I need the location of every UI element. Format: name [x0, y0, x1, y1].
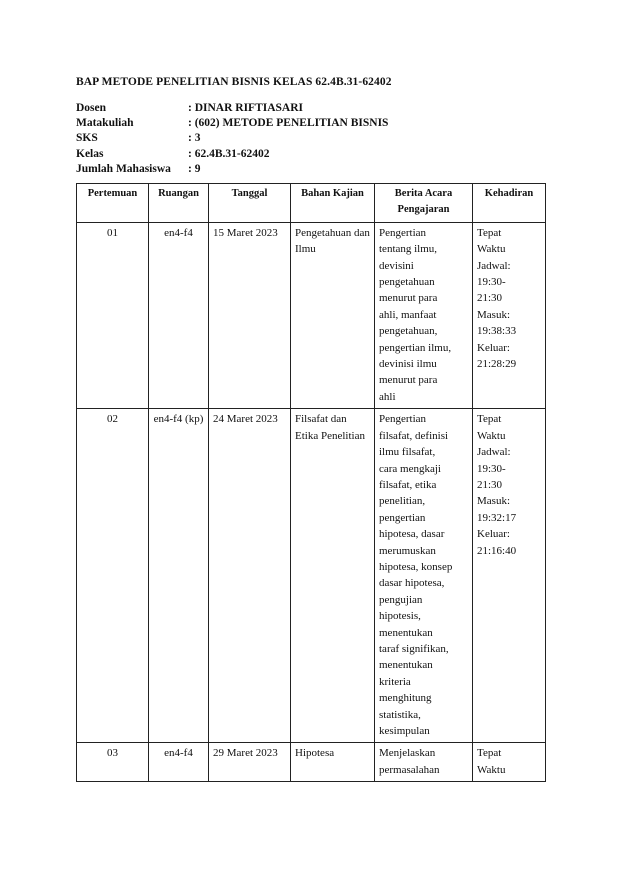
cell-line: filsafat, definisi [379, 429, 449, 442]
info-row-dosen [76, 101, 388, 116]
cell-line: pengujian [379, 593, 423, 606]
cell-line: kriteria [379, 675, 411, 688]
cell-line: pengetahuan, [379, 325, 438, 338]
cell-berita-acara [375, 743, 473, 782]
cell-tanggal: 15 Maret 2023 [209, 222, 291, 408]
cell-bahan-kajian: Pengetahuan dan Ilmu [291, 222, 375, 408]
column-header-bahan-kajian: Bahan Kajian [291, 184, 375, 223]
table-row [77, 222, 546, 408]
cell-line: penelitian, [379, 495, 426, 508]
cell-line: kesimpulan [379, 725, 430, 737]
cell-kehadiran [473, 222, 546, 408]
cell-bahan-kajian: Hipotesa [291, 743, 375, 782]
column-header-kehadiran: Kehadiran [473, 184, 546, 223]
column-header-ruangan: Ruangan [149, 184, 209, 223]
cell-line: Keluar: [477, 528, 510, 541]
table-header-row [77, 184, 546, 223]
cell-line: Menjelaskan [379, 747, 436, 760]
cell-line: 21:30 [477, 478, 503, 491]
document-title: BAP METODE PENELITIAN BISNIS KELAS 62.4B.31-62402 [76, 76, 392, 88]
info-label: Dosen [76, 102, 107, 114]
info-value: : 9 [188, 162, 201, 175]
cell-ruangan: en4-f4 [149, 743, 209, 782]
info-label: Kelas [76, 147, 104, 160]
cell-line: Tepat [477, 413, 502, 426]
cell-line: Pengertian [379, 226, 427, 239]
cell-tanggal: 29 Maret 2023 [209, 743, 291, 782]
info-value: : (602) METODE PENELITIAN BISNIS [188, 117, 389, 130]
cell-line: hipotesa, konsep [379, 560, 453, 573]
cell-line: pengertian [379, 511, 426, 524]
cell-line: menentukan [379, 659, 433, 672]
cell-bahan-kajian: Filsafat dan Etika Penelitian [291, 409, 375, 743]
info-row-kelas [76, 147, 388, 162]
cell-line: tentang ilmu, [379, 243, 438, 256]
cell-line: Tepat [477, 747, 502, 760]
cell-line: devisini [379, 259, 414, 272]
cell-berita-acara [375, 409, 473, 743]
cell-line: Keluar: [477, 341, 510, 354]
cell-line: 19:30- [477, 462, 506, 475]
cell-line: Pengertian [379, 413, 427, 426]
info-row-sks [76, 131, 388, 146]
cell-line: menurut para [379, 374, 438, 387]
cell-line: 19:38:33 [477, 325, 517, 338]
cell-pertemuan: 02 [77, 409, 149, 743]
cell-tanggal: 24 Maret 2023 [209, 409, 291, 743]
cell-line: menentukan [379, 626, 433, 639]
cell-line: 21:16:40 [477, 544, 517, 557]
cell-pertemuan: 01 [77, 222, 149, 408]
info-value: : 62.4B.31-62402 [188, 147, 270, 160]
cell-line: filsafat, etika [379, 478, 437, 491]
cell-line: 19:32:17 [477, 511, 517, 524]
cell-line: Jadwal: [477, 259, 511, 272]
table-row [77, 409, 546, 743]
cell-ruangan: en4-f4 [149, 222, 209, 408]
cell-line: Masuk: [477, 308, 510, 321]
cell-line: 21:28:29 [477, 358, 517, 371]
cell-line: statistika, [379, 708, 421, 721]
cell-line: Waktu [477, 429, 506, 442]
cell-berita-acara [375, 222, 473, 408]
info-label: SKS [76, 132, 98, 145]
cell-line: menghitung [379, 692, 432, 705]
cell-line: merumuskan [379, 544, 436, 557]
cell-line: hipotesa, dasar [379, 528, 445, 541]
cell-line: ilmu filsafat, [379, 446, 436, 459]
cell-line: pengetahuan [379, 276, 435, 289]
cell-line: hipotesis, [379, 610, 421, 623]
info-value: : DINAR RIFTIASARI [188, 102, 304, 114]
column-header-berita-acara: Berita Acara Pengajaran [375, 184, 473, 223]
cell-line: dasar hipotesa, [379, 577, 445, 590]
attendance-table [76, 183, 546, 782]
cell-line: menurut para [379, 292, 438, 305]
info-row-matakuliah [76, 116, 388, 131]
cell-line: permasalahan [379, 763, 440, 776]
cell-line: devinisi ilmu [379, 358, 437, 371]
cell-line: 21:30 [477, 292, 503, 305]
cell-line: cara mengkaji [379, 462, 441, 475]
cell-kehadiran [473, 409, 546, 743]
cell-ruangan: en4-f4 (kp) [149, 409, 209, 743]
cell-line: ahli [379, 390, 396, 403]
info-label: Matakuliah [76, 117, 134, 130]
cell-line: taraf signifikan, [379, 642, 449, 655]
cell-line: Tepat [477, 226, 502, 239]
cell-pertemuan: 03 [77, 743, 149, 782]
cell-line: ahli, manfaat [379, 308, 437, 321]
course-info [76, 101, 388, 177]
cell-line: Jadwal: [477, 446, 511, 459]
info-row-jumlah-mahasiswa [76, 162, 388, 177]
cell-line: Waktu [477, 763, 506, 776]
column-header-pertemuan: Pertemuan [77, 184, 149, 223]
cell-kehadiran [473, 743, 546, 782]
cell-line: 19:30- [477, 276, 506, 289]
table-row [77, 743, 546, 782]
info-label: Jumlah Mahasiswa [76, 162, 171, 175]
cell-line: Waktu [477, 243, 506, 256]
info-value: : 3 [188, 132, 201, 145]
cell-line: pengertian ilmu, [379, 341, 452, 354]
column-header-tanggal: Tanggal [209, 184, 291, 223]
cell-line: Masuk: [477, 495, 510, 508]
